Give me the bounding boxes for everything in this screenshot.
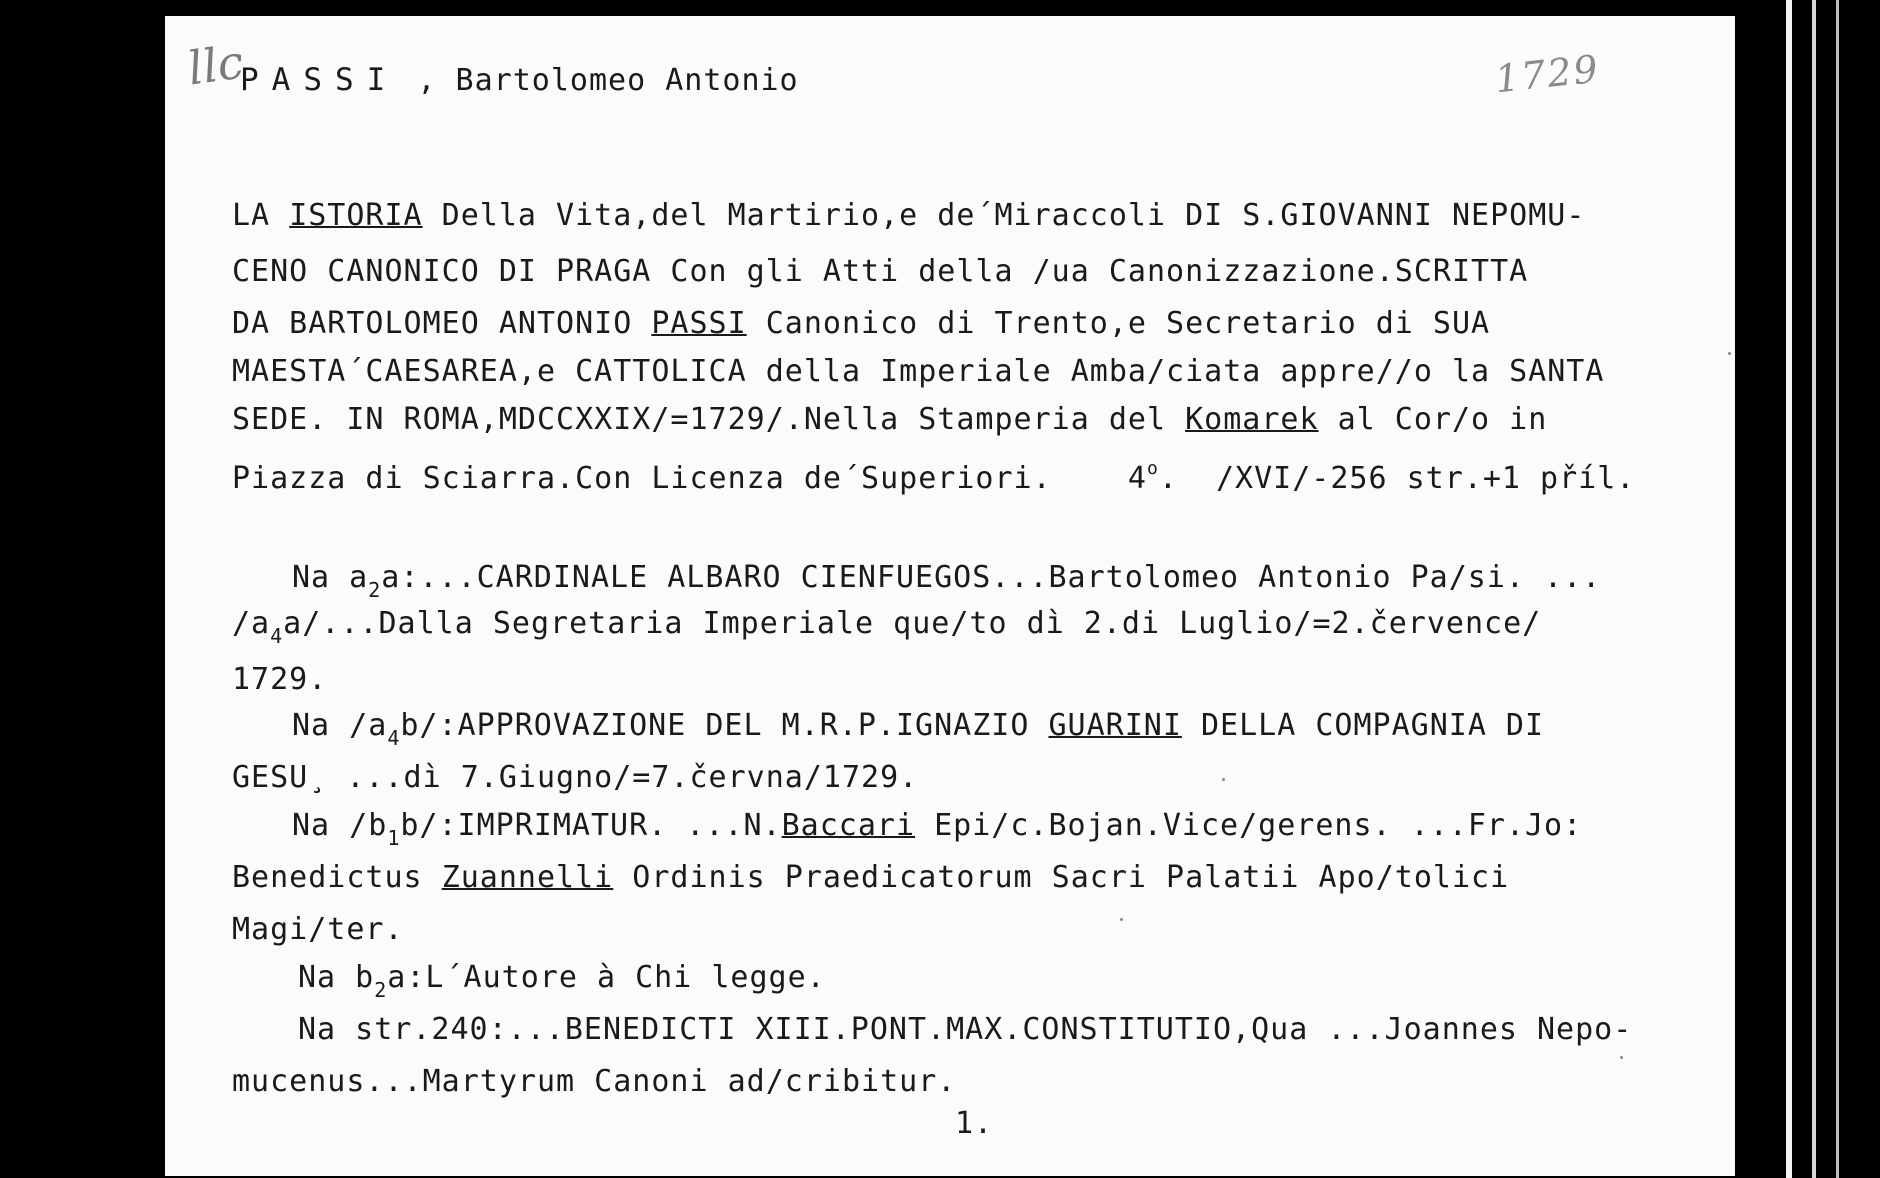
note-text: a/...Dalla Segretaria Imperiale que/to dì 2.di Luglio/=2.července/ xyxy=(283,606,1542,641)
title-line xyxy=(232,254,1528,289)
format-superscript: o xyxy=(1146,458,1159,479)
signature-subscript: 4 xyxy=(387,726,401,750)
author-heading xyxy=(240,62,799,98)
note-lead: Na /b xyxy=(292,808,388,843)
note-line xyxy=(232,662,327,697)
title-line xyxy=(232,354,1604,389)
title-line xyxy=(232,306,1490,341)
note-lead: Na /a xyxy=(292,708,388,743)
note-line xyxy=(232,912,404,947)
scan-edge xyxy=(1812,0,1816,1178)
author-separator: , xyxy=(398,63,456,98)
underlined-word: Komarek xyxy=(1185,402,1319,437)
note-line xyxy=(292,808,1582,850)
note-line xyxy=(292,560,1601,602)
note-text: DELLA COMPAGNIA DI xyxy=(1181,708,1545,743)
signature-subscript: 2 xyxy=(368,578,382,602)
note-lead: Na a xyxy=(292,560,369,595)
note-line xyxy=(298,1012,1632,1047)
page-number: 1. xyxy=(955,1106,994,1141)
note-line xyxy=(232,860,1509,895)
title-text: DA BARTOLOMEO ANTONIO xyxy=(232,306,652,341)
note-text: a:...CARDINALE ALBARO CIENFUEGOS...Bartolomeo Antonio Pa/si. ... xyxy=(381,560,1602,595)
note-line xyxy=(232,760,918,795)
title-line xyxy=(232,402,1547,437)
title-text: MAESTA´CAESAREA,e CATTOLICA della Imperiale Amba/ciata appre//o la SANTA xyxy=(232,354,1605,389)
note-line xyxy=(232,1064,956,1099)
title-text: Canonico di Trento,e Secretario di SUA xyxy=(746,306,1491,341)
note-text: Epi/c.Bojan.Vice/gerens. ...Fr.Jo: xyxy=(915,808,1583,843)
note-text: Na str.240:...BENEDICTI XIII.PONT.MAX.CONSTITUTIO,Qua ...Joannes Nepo- xyxy=(298,1012,1633,1047)
note-text: b/:APPROVAZIONE DEL M.R.P.IGNAZIO xyxy=(400,708,1049,743)
scan-edge xyxy=(1836,0,1839,1178)
note-text: Ordinis Praedicatorum Sacri Palatii Apo/tolici xyxy=(613,860,1510,895)
note-lead: Na b xyxy=(298,960,375,995)
note-text: Benedictus xyxy=(232,860,442,895)
note-text: Magi/ter. xyxy=(232,912,404,947)
underlined-word: ISTORIA xyxy=(289,198,423,233)
handwritten-year: 1729 xyxy=(1492,46,1602,102)
note-lead: /a xyxy=(232,606,271,641)
title-text: SEDE. IN ROMA,MDCCXXIX/=1729/.Nella Stamperia del xyxy=(232,402,1186,437)
title-line xyxy=(232,198,1585,233)
title-text: Della Vita,del Martirio,e de´Miraccoli DI S.GIOVANNI NEPOMU- xyxy=(422,198,1586,233)
note-line xyxy=(292,708,1544,750)
format-size: 4 xyxy=(1127,461,1147,496)
title-text: /ua Canonizzazione.SCRITTA xyxy=(1032,254,1529,289)
title-text: CENO CANONICO DI PRAGA Con gli Atti della xyxy=(232,254,1033,289)
author-surname: PASSI xyxy=(240,62,399,98)
signature-subscript: 1 xyxy=(387,826,401,850)
underlined-word: Zuannelli xyxy=(441,860,614,895)
imprint-line xyxy=(232,458,1635,496)
title-text: al Cor/o in xyxy=(1318,402,1548,437)
scan-speck xyxy=(1120,918,1123,921)
scan-speck xyxy=(1728,352,1731,355)
signature-subscript: 2 xyxy=(374,978,388,1002)
underlined-word: GUARINI xyxy=(1048,708,1182,743)
handwritten-mark: llc xyxy=(184,34,247,96)
note-text: GESU¸ ...dì 7.Giugno/=7.června/1729. xyxy=(232,760,919,795)
note-text: b/:IMPRIMATUR. ...N. xyxy=(400,808,782,843)
pagination: /XVI/-256 str.+1 příl. xyxy=(1216,461,1636,496)
note-text: 1729. xyxy=(232,662,328,697)
signature-subscript: 4 xyxy=(270,624,284,648)
note-text: mucenus...Martyrum Canoni ad/cribitur. xyxy=(232,1064,957,1099)
scan-edge xyxy=(1786,0,1792,1178)
format-period: . xyxy=(1158,461,1178,496)
scan-speck xyxy=(1620,1056,1623,1059)
scan-speck xyxy=(1222,778,1225,781)
underlined-word: PASSI xyxy=(651,306,747,341)
note-line xyxy=(232,606,1541,648)
title-text: LA xyxy=(232,198,290,233)
note-text: a:L´Autore à Chi legge. xyxy=(387,960,826,995)
imprint-text: Piazza di Sciarra.Con Licenza de´Superiori. xyxy=(232,461,1052,496)
note-line xyxy=(298,960,826,1002)
author-given-name: Bartolomeo Antonio xyxy=(455,63,799,98)
underlined-word: Baccari xyxy=(781,808,916,843)
